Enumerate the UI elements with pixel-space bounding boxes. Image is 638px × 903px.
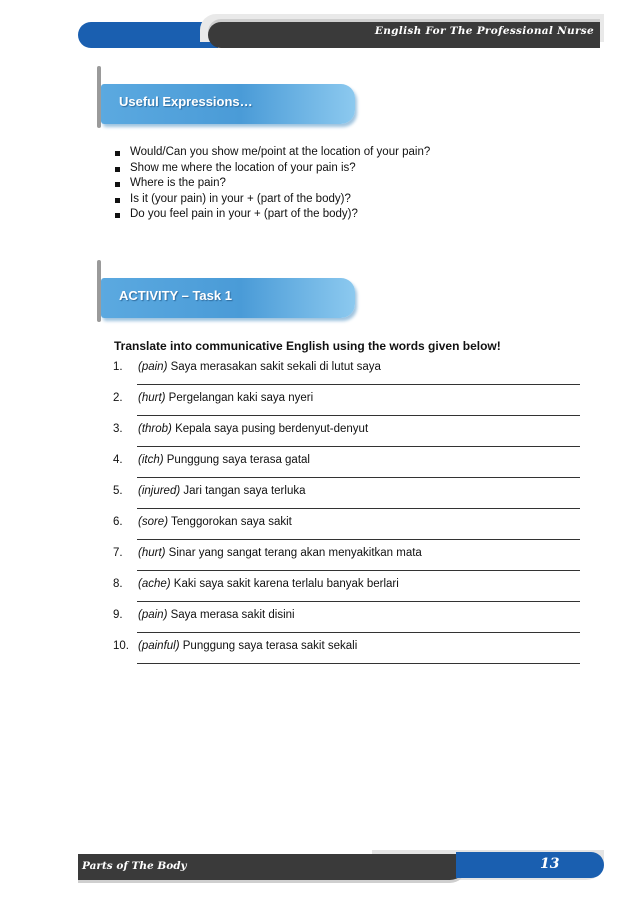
bullet-square-icon xyxy=(115,213,120,218)
list-item: 2. (hurt) Pergelangan kaki saya nyeri xyxy=(113,392,583,423)
answer-line[interactable] xyxy=(137,601,580,602)
expression-item: Is it (your pain) in your + (part of the body)? xyxy=(115,193,430,209)
list-item: 10. (painful) Punggung saya terasa sakit sekali xyxy=(113,640,583,671)
list-item: 7. (hurt) Sinar yang sangat terang akan menyakitkan mata xyxy=(113,547,583,578)
activity-title: ACTIVITY – Task 1 xyxy=(119,288,232,303)
book-title: English For The Professional Nurse xyxy=(374,25,594,37)
answer-line[interactable] xyxy=(137,570,580,571)
useful-expressions-title: Useful Expressions… xyxy=(119,94,253,109)
list-item: 9. (pain) Saya merasa sakit disini xyxy=(113,609,583,640)
list-item: 3. (throb) Kepala saya pusing berdenyut-denyut xyxy=(113,423,583,454)
bullet-square-icon xyxy=(115,151,120,156)
useful-expressions-header xyxy=(101,84,355,124)
expressions-list xyxy=(115,146,430,224)
answer-line[interactable] xyxy=(137,508,580,509)
list-item: 4. (itch) Punggung saya terasa gatal xyxy=(113,454,583,485)
list-item: 6. (sore) Tenggorokan saya sakit xyxy=(113,516,583,547)
expression-item: Would/Can you show me/point at the location of your pain? xyxy=(115,146,430,162)
header-blue-band xyxy=(78,22,218,48)
answer-line[interactable] xyxy=(137,415,580,416)
answer-line[interactable] xyxy=(137,539,580,540)
answer-line[interactable] xyxy=(137,446,580,447)
list-item: 8. (ache) Kaki saya sakit karena terlalu banyak berlari xyxy=(113,578,583,609)
footer-blue-band xyxy=(456,852,604,878)
bullet-square-icon xyxy=(115,167,120,172)
expression-item: Do you feel pain in your + (part of the body)? xyxy=(115,208,430,224)
chapter-title: Parts of The Body xyxy=(82,860,187,872)
bullet-square-icon xyxy=(115,182,120,187)
activity-header xyxy=(101,278,355,318)
list-item: 1. (pain) Saya merasakan sakit sekali di lutut saya xyxy=(113,361,583,392)
answer-line[interactable] xyxy=(137,663,580,664)
expression-item: Show me where the location of your pain is? xyxy=(115,162,430,178)
answer-line[interactable] xyxy=(137,632,580,633)
answer-line[interactable] xyxy=(137,384,580,385)
page-number: 13 xyxy=(540,856,560,872)
bullet-square-icon xyxy=(115,198,120,203)
list-item: 5. (injured) Jari tangan saya terluka xyxy=(113,485,583,516)
expression-item: Where is the pain? xyxy=(115,177,430,193)
answer-line[interactable] xyxy=(137,477,580,478)
translation-list xyxy=(113,361,583,671)
activity-instruction: Translate into communicative English using the words given below! xyxy=(114,339,501,353)
